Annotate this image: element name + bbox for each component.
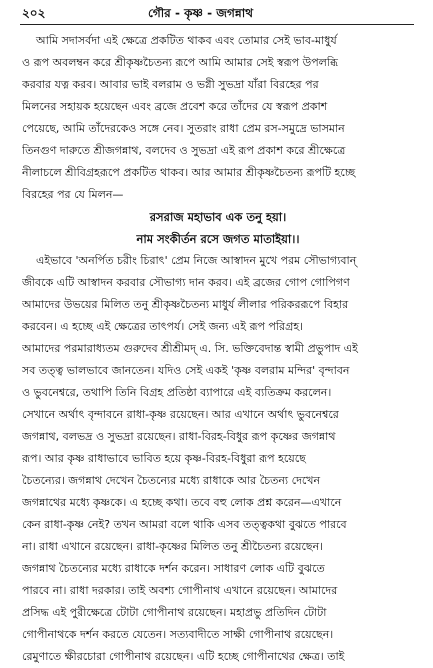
text-line: রেমুণাতে ক্ষীরচোরা গোপীনাথ রয়েছেন। এটি হচ্ছে গোপীনাথের ক্ষেত্র। তাই [22,650,345,663]
verse-block [22,206,414,250]
text-line: কেন রাধা-কৃষ্ণ নেই? তখন আমরা বলে থাকি এসব তত্ত্বকথা বুঝতে পারবে [22,518,347,531]
text-line: পেয়েছে, আমি তাঁদেরকেও সঙ্গে নেব। সুতরাং রাধা প্রেম রস-সমুদ্রে ভাসমান [22,122,345,135]
text-line: নীলাচলে শ্রীবিগ্রহরূপে প্রকটিত থাকব। আর আমার শ্রীকৃষ্ণচৈতন্য রূপটি হচ্ছে [22,166,356,179]
text-line: জগন্নাথের মধ্যে কৃষ্ণকে। এ হচ্ছে কথা। তবে বহু লোক প্রশ্ন করেন—এখানে [22,496,342,509]
text-line: সেখানে অর্থাৎ বৃন্দাবনে রাধা-কৃষ্ণ রয়েছেন। আর এখানে অর্থাৎ ভুবনেশ্বরে [22,408,339,421]
text-line: করবার যত্ন করব। আবার ভাই বলরাম ও ভগ্নী সুভদ্রা যাঁরা বিরহের পর [22,78,319,91]
text-line: রূপ। আর কৃষ্ণ রাধাভাবে ভাবিত হয়ে কৃষ্ণ-বিরহ-বিধুরা রূপ হয়েছে [22,452,306,465]
page-number: ২০২ [22,6,46,20]
text-line: তিনগুণ দারুতে শ্রীজগন্নাথ, বলদেব ও সুভদ্রা এই রূপ প্রকাশ করে শ্রীক্ষেত্রে [22,144,346,157]
text-line: জগন্নাথ, বলভদ্র ও সুভদ্রা রয়েছেন। রাধা-বিরহ-বিধুর রূপ কৃষ্ণের জগন্নাথ [22,430,336,443]
verse-line: রসরাজ মহাভাব এক তনু হয়া। [149,210,287,224]
text-line: পারবে না। রাধা দরকার। তাই অবশ্য গোপীনাথ এখানে রয়েছেন। আমাদের [22,584,338,597]
text-line: ও রূপ অবলম্বন করে শ্রীকৃষ্ণচৈতন্য রূপে আমি আমার সেই স্বরূপ উপলব্ধি [22,56,338,69]
running-title: গৌর - কৃষ্ণ - জগন্নাথ [148,6,253,20]
text-line: আমাদের পরমারাধ্যতম গুরুদেব শ্রীশ্রীমদ্ এ. সি. ভক্তিবেদান্ত স্বামী প্রভুপাদ এই [22,342,358,355]
text-line: করবেন। এ হচ্ছে এই ক্ষেত্রের তাৎপর্য। সেই জন্য এই রূপ পরিগ্রহ। [22,320,304,333]
text-line: চৈতন্যের। জগন্নাথ দেখেন চৈতন্যের মধ্যে রাধাকে আর চৈতন্য দেখেন [22,474,321,487]
text-line: সব তত্ত্ব ভালভাবে জানতেন। যদিও সেই একই 'কৃষ্ণ বলরাম মন্দির' বৃন্দাবন [22,364,350,377]
text-line: আমি সদাসর্বদা এই ক্ষেত্রে প্রকটিত থাকব এবং তোমার সেই ভাব-মাধুর্য [36,34,337,47]
text-line: বিরহের পর যে মিলন— [22,188,124,201]
text-line: না। রাধা এখানে রয়েছেন। রাধা-কৃষ্ণের মিলিত তনু শ্রীচৈতন্য রয়েছেন। [22,540,324,553]
text-line: জগন্নাথ চৈতন্যের মধ্যে রাধাকে দর্শন করেন। সাধারণ লোক এটি বুঝতে [22,562,325,575]
page-header [0,0,433,26]
paragraph-1 [22,30,414,206]
body-text [22,30,414,668]
header-rule [20,24,414,25]
text-line: জীবকে এটি আস্বাদন করবার সৌভাগ্য দান করব। এই ব্রজের গোপ গোপিগণ [22,276,350,289]
text-line: মিলনের সহায়ক হয়েছেন এবং ব্রজে প্রবেশ করে তাঁদের যে স্বরূপ প্রকাশ [22,100,328,113]
text-line: ও ভুবনেশ্বরে, তথাপি তিনি বিগ্রহ প্রতিষ্ঠা ব্যাপারে এই ব্যতিক্রম করলেন। [22,386,332,399]
paragraph-2 [22,250,414,668]
text-line: এইভাবে 'অনর্পিত চরীং চিরাৎ' প্রেম নিজে আস্বাদন মুখে পরম সৌভাগ্যবান্ [36,254,357,267]
text-line: প্রসিদ্ধ এই পুরীক্ষেত্রে টোটা গোপীনাথ রয়েছেন। মহাপ্রভু প্রতিদিন টোটা [22,606,327,619]
verse-line: নাম সংকীর্তন রসে জগত মাতাইয়া।। [136,232,300,246]
text-line: গোপীনাথকে দর্শন করতে যেতেন। সত্যবাদীতে সাক্ষী গোপীনাথ রয়েছেন। [22,628,334,641]
text-line: আমাদের উভয়ের মিলিত তনু শ্রীকৃষ্ণচৈতন্য মাধুর্য লীলার পরিকররূপে বিহার [22,298,349,311]
